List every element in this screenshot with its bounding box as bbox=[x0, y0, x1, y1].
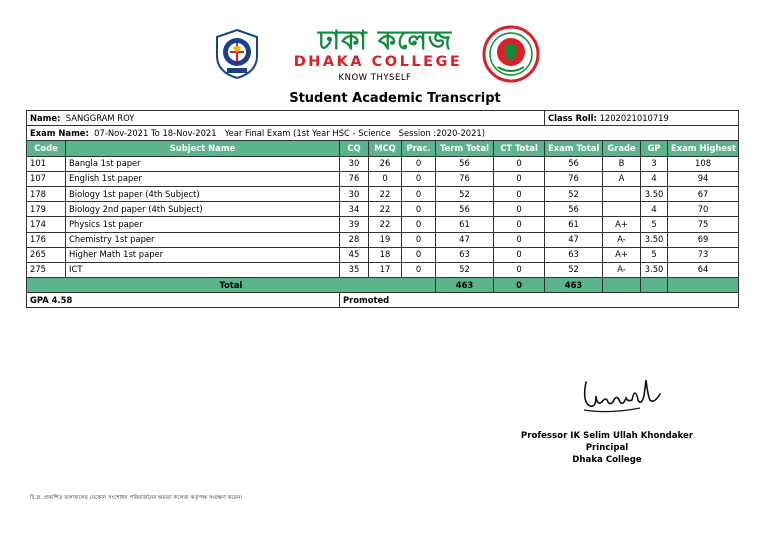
cell-subject-name: Chemistry 1st paper bbox=[66, 232, 340, 247]
total-blank-gp bbox=[641, 278, 668, 293]
cell-cq: 30 bbox=[340, 156, 369, 171]
cell-exam-highest: 75 bbox=[668, 217, 739, 232]
cell-exam-highest: 70 bbox=[668, 202, 739, 217]
table-row bbox=[27, 232, 739, 247]
cell-subject-name: Biology 2nd paper (4th Subject) bbox=[66, 202, 340, 217]
cell-code: 178 bbox=[27, 186, 66, 201]
cell-code: 101 bbox=[27, 156, 66, 171]
name-label: Name: bbox=[30, 112, 61, 123]
cell-term-total: 47 bbox=[436, 232, 494, 247]
header-ct-total: CT Total bbox=[494, 141, 545, 156]
cell-exam-total: 56 bbox=[545, 202, 603, 217]
cell-exam-highest: 73 bbox=[668, 247, 739, 262]
exam-value: 07-Nov-2021 To 18-Nov-2021 Year Final Exam (1st Year HSC - Science Session :2020-2021) bbox=[94, 127, 486, 138]
result-status: Promoted bbox=[340, 293, 739, 308]
total-blank-grade bbox=[603, 278, 641, 293]
cell-exam-total: 63 bbox=[545, 247, 603, 262]
signatory-name: Professor IK Selim Ullah Khondaker bbox=[520, 431, 694, 441]
cell-grade: A+ bbox=[603, 217, 641, 232]
college-name-english: DHAKA COLLEGE bbox=[293, 54, 463, 70]
table-row bbox=[27, 202, 739, 217]
cell-subject-name: ICT bbox=[66, 262, 340, 277]
cell-ct-total: 0 bbox=[494, 217, 545, 232]
cell-term-total: 52 bbox=[436, 262, 494, 277]
cell-prac: 0 bbox=[402, 217, 436, 232]
header-exam-total: Exam Total bbox=[545, 141, 603, 156]
cell-exam-highest: 69 bbox=[668, 232, 739, 247]
cell-exam-total: 61 bbox=[545, 217, 603, 232]
cell-cq: 34 bbox=[340, 202, 369, 217]
result-row bbox=[27, 293, 739, 308]
signatory-designation: Principal bbox=[585, 443, 629, 453]
cell-cq: 28 bbox=[340, 232, 369, 247]
cell-exam-highest: 67 bbox=[668, 186, 739, 201]
table-header-row bbox=[27, 141, 739, 156]
cell-mcq: 17 bbox=[369, 262, 402, 277]
cell-exam-total: 56 bbox=[545, 156, 603, 171]
cell-cq: 30 bbox=[340, 186, 369, 201]
cell-code: 107 bbox=[27, 171, 66, 186]
cell-grade: A+ bbox=[603, 247, 641, 262]
header-mcq: MCQ bbox=[369, 141, 402, 156]
cell-prac: 0 bbox=[402, 247, 436, 262]
cell-term-total: 63 bbox=[436, 247, 494, 262]
header-grade: Grade bbox=[603, 141, 641, 156]
cell-term-total: 56 bbox=[436, 202, 494, 217]
cell-gp: 3.50 bbox=[641, 262, 668, 277]
cell-code: 176 bbox=[27, 232, 66, 247]
signatory-institution: Dhaka College bbox=[572, 455, 642, 465]
cell-cq: 35 bbox=[340, 262, 369, 277]
cell-term-total: 52 bbox=[436, 186, 494, 201]
exam-label: Exam Name: bbox=[30, 127, 89, 138]
exam-name-row bbox=[27, 126, 739, 141]
header-term-total: Term Total bbox=[436, 141, 494, 156]
cell-prac: 0 bbox=[402, 186, 436, 201]
cell-subject-name: Bangla 1st paper bbox=[66, 156, 340, 171]
cell-exam-total: 52 bbox=[545, 262, 603, 277]
cell-prac: 0 bbox=[402, 156, 436, 171]
header-cq: CQ bbox=[340, 141, 369, 156]
header-code: Code bbox=[27, 141, 66, 156]
header-subject-name: Subject Name bbox=[66, 141, 340, 156]
total-term-total: 463 bbox=[436, 278, 494, 293]
transcript-table bbox=[26, 110, 739, 308]
table-row bbox=[27, 156, 739, 171]
cell-grade bbox=[603, 186, 641, 201]
college-motto: KNOW THYSELF bbox=[338, 73, 412, 83]
cell-prac: 0 bbox=[402, 202, 436, 217]
class-roll: 1202021010719 bbox=[599, 112, 669, 123]
cell-mcq: 26 bbox=[369, 156, 402, 171]
cell-term-total: 61 bbox=[436, 217, 494, 232]
total-exam-total: 463 bbox=[545, 278, 603, 293]
cell-mcq: 22 bbox=[369, 217, 402, 232]
cell-code: 174 bbox=[27, 217, 66, 232]
cell-ct-total: 0 bbox=[494, 262, 545, 277]
transcript-title: Student Academic Transcript bbox=[289, 91, 501, 106]
signatory-block bbox=[512, 430, 702, 466]
cell-gp: 5 bbox=[641, 247, 668, 262]
table-row bbox=[27, 217, 739, 232]
principal-signature bbox=[580, 372, 666, 416]
table-row bbox=[27, 247, 739, 262]
cell-grade: A- bbox=[603, 262, 641, 277]
total-blank-highest bbox=[668, 278, 739, 293]
total-row bbox=[27, 278, 739, 293]
college-name-bengali: ঢাকা কলেজ bbox=[317, 26, 453, 56]
table-row bbox=[27, 171, 739, 186]
student-name: SANGGRAM ROY bbox=[65, 112, 135, 123]
cell-ct-total: 0 bbox=[494, 247, 545, 262]
table-row bbox=[27, 262, 739, 277]
header-prac: Prac. bbox=[402, 141, 436, 156]
cell-cq: 39 bbox=[340, 217, 369, 232]
cell-mcq: 22 bbox=[369, 202, 402, 217]
header-gp: GP bbox=[641, 141, 668, 156]
gpa-value: GPA 4.58 bbox=[27, 293, 340, 308]
cell-mcq: 22 bbox=[369, 186, 402, 201]
cell-mcq: 0 bbox=[369, 171, 402, 186]
cell-gp: 5 bbox=[641, 217, 668, 232]
cell-gp: 3 bbox=[641, 156, 668, 171]
cell-term-total: 76 bbox=[436, 171, 494, 186]
dhaka-college-crest-logo bbox=[213, 28, 261, 80]
cell-grade: B bbox=[603, 156, 641, 171]
cell-mcq: 18 bbox=[369, 247, 402, 262]
cell-code: 265 bbox=[27, 247, 66, 262]
cell-gp: 3.50 bbox=[641, 232, 668, 247]
header-exam-highest: Exam Highest bbox=[668, 141, 739, 156]
cell-exam-total: 76 bbox=[545, 171, 603, 186]
government-seal-logo bbox=[482, 25, 540, 83]
class-roll-label: Class Roll: bbox=[548, 112, 597, 123]
cell-subject-name: Higher Math 1st paper bbox=[66, 247, 340, 262]
cell-exam-highest: 64 bbox=[668, 262, 739, 277]
cell-mcq: 19 bbox=[369, 232, 402, 247]
cell-prac: 0 bbox=[402, 171, 436, 186]
cell-grade: A bbox=[603, 171, 641, 186]
cell-gp: 3.50 bbox=[641, 186, 668, 201]
cell-prac: 0 bbox=[402, 262, 436, 277]
cell-exam-highest: 108 bbox=[668, 156, 739, 171]
total-label: Total bbox=[27, 278, 436, 293]
cell-cq: 76 bbox=[340, 171, 369, 186]
cell-code: 179 bbox=[27, 202, 66, 217]
cell-term-total: 56 bbox=[436, 156, 494, 171]
cell-code: 275 bbox=[27, 262, 66, 277]
cell-subject-name: Physics 1st paper bbox=[66, 217, 340, 232]
cell-subject-name: Biology 1st paper (4th Subject) bbox=[66, 186, 340, 201]
cell-cq: 45 bbox=[340, 247, 369, 262]
student-name-row bbox=[27, 111, 739, 126]
cell-grade bbox=[603, 202, 641, 217]
cell-ct-total: 0 bbox=[494, 232, 545, 247]
cell-prac: 0 bbox=[402, 232, 436, 247]
total-ct-total: 0 bbox=[494, 278, 545, 293]
cell-grade: A- bbox=[603, 232, 641, 247]
cell-exam-total: 52 bbox=[545, 186, 603, 201]
cell-gp: 4 bbox=[641, 171, 668, 186]
cell-exam-total: 47 bbox=[545, 232, 603, 247]
cell-ct-total: 0 bbox=[494, 156, 545, 171]
cell-exam-highest: 94 bbox=[668, 171, 739, 186]
cell-ct-total: 0 bbox=[494, 171, 545, 186]
cell-ct-total: 0 bbox=[494, 186, 545, 201]
cell-ct-total: 0 bbox=[494, 202, 545, 217]
cell-gp: 4 bbox=[641, 202, 668, 217]
footnote-disclaimer: বি.দ্র. প্রকাশিত ফলাফলের যেকোন সংশোধন পরিমার্জনের ক্ষমতা কলেজ কর্তৃপক্ষ সংরক্ষণ করেন। bbox=[30, 495, 243, 501]
table-row bbox=[27, 186, 739, 201]
cell-subject-name: English 1st paper bbox=[66, 171, 340, 186]
